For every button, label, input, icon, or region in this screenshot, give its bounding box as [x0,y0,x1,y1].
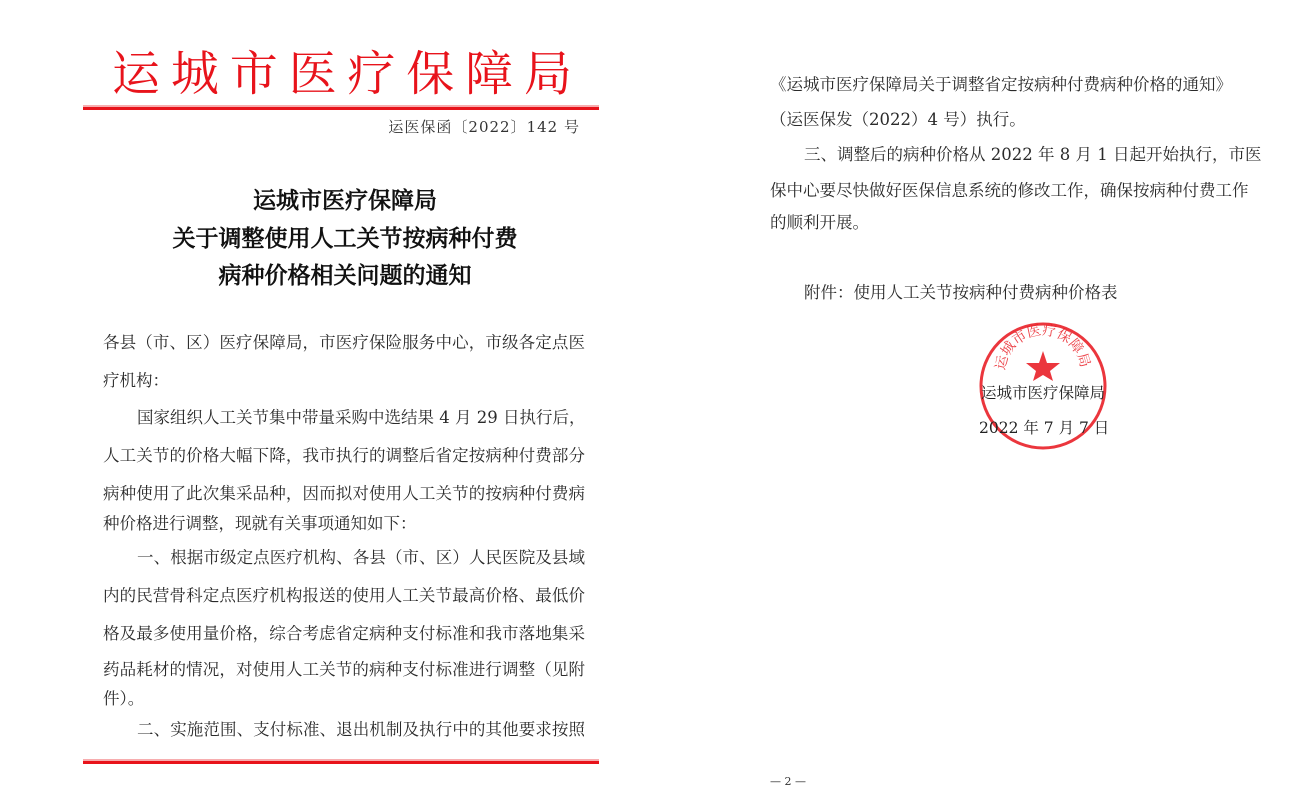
notice-title-line: 病种价格相关问题的通知 [218,262,472,289]
body-line: 人工关节的价格大幅下降，我市执行的调整后省定按病种付费部分 [103,446,585,465]
page-right [680,0,1311,811]
body-line: 格及最多使用量价格，综合考虑省定病种支付标准和我市落地集采 [103,624,585,643]
footer-divider [83,761,599,764]
star-icon [1026,351,1060,381]
body-line: 三、调整后的病种价格从 2022 年 8 月 1 日起开始执行，市医 [804,145,1262,164]
body-line: 的顺利开展。 [770,213,869,232]
body-line: 病种使用了此次集采品种，因而拟对使用人工关节的按病种付费病 [103,484,585,503]
body-line: 国家组织人工关节集中带量采购中选结果 4 月 29 日执行后， [137,408,586,427]
attachment-line: 附件：使用人工关节按病种付费病种价格表 [804,283,1118,302]
body-line: （运医保发（2022）4 号）执行。 [770,110,1026,129]
body-line: 种价格进行调整，现就有关事项通知如下： [103,514,417,533]
letterhead-title: 运城市医疗保障局 [112,46,572,102]
document-number: 运医保函〔2022〕142 号 [388,118,580,136]
stamp-text: 运城市医疗保障局 [992,322,1093,372]
letterhead-divider [83,107,599,110]
body-line: 疗机构： [103,371,169,390]
body-line: 《运城市医疗保障局关于调整省定按病种付费病种价格的通知》 [770,75,1232,94]
notice-title-line: 关于调整使用人工关节按病种付费 [172,225,518,252]
body-line: 各县（市、区）医疗保障局，市医疗保险服务中心，市级各定点医 [103,333,585,352]
body-line: 一、根据市级定点医疗机构、各县（市、区）人民医院及县域 [137,548,585,567]
page-number: — 2 — [770,775,806,788]
body-line: 保中心要尽快做好医保信息系统的修改工作，确保按病种付费工作 [770,181,1249,200]
body-line: 内的民营骨科定点医疗机构报送的使用人工关节最高价格、最低价 [103,586,585,605]
body-line: 件）。 [103,689,145,708]
body-line: 二、实施范围、支付标准、退出机制及执行中的其他要求按照 [137,720,585,739]
signature-organization: 运城市医疗保障局 [981,384,1106,402]
body-line: 药品耗材的情况，对使用人工关节的病种支付标准进行调整（见附 [103,660,585,679]
notice-title-line: 运城市医疗保障局 [253,187,437,214]
signature-date: 2022 年 7 月 7 日 [979,419,1110,437]
